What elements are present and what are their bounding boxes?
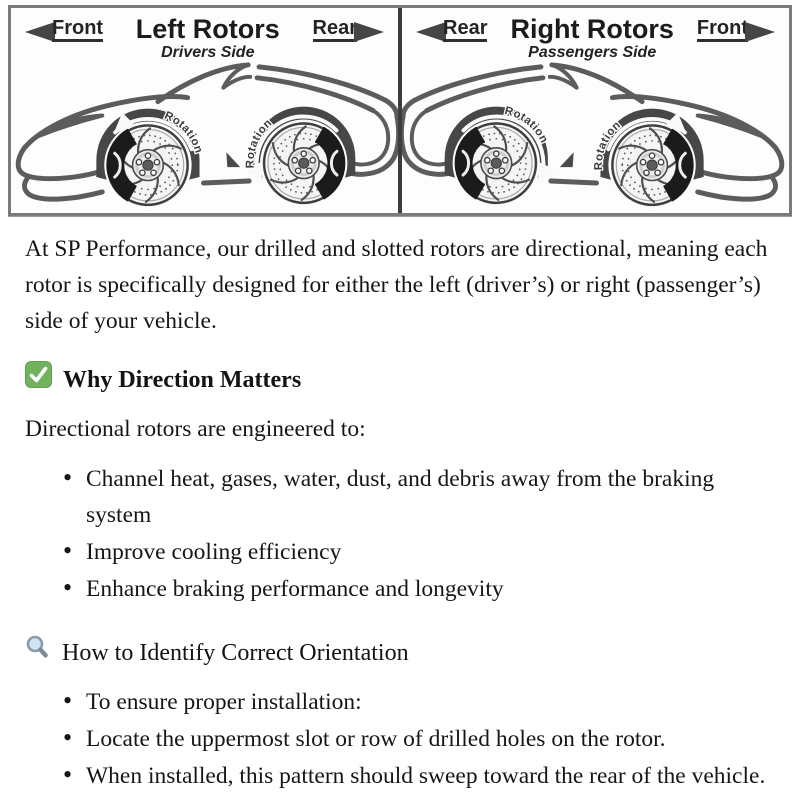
panel-titles <box>510 15 673 62</box>
panel-header-left <box>11 8 398 62</box>
benefits-list <box>25 461 780 607</box>
arrow-right-icon <box>354 22 384 42</box>
rotor-direction-diagram <box>8 5 792 216</box>
rear-direction-indicator <box>313 18 384 42</box>
panel-title: Left Rotors <box>135 14 280 44</box>
section-lead: Directional rotors are engineered to: <box>25 415 366 442</box>
check-icon <box>25 361 52 399</box>
panel-subtitle: Passengers Side <box>528 44 657 62</box>
list-item: • Improve cooling efficiency <box>63 534 780 570</box>
section-heading-why-direction-matters <box>25 361 780 399</box>
list-item: • Locate the uppermost slot or row of drilled holes on the rotor. <box>63 721 780 757</box>
section-heading-identify-orientation <box>25 635 780 672</box>
rear-direction-indicator <box>416 18 487 42</box>
orientation-steps-list <box>25 684 780 794</box>
magnifier-icon <box>25 635 51 672</box>
panel-header-right <box>402 8 789 62</box>
arrow-left-icon <box>25 22 55 42</box>
rotation-label: Rotation <box>162 109 205 155</box>
list-item: • When installed, this pattern should sweep toward the rear of the vehicle. <box>63 758 780 794</box>
direction-label: Rear <box>313 18 357 42</box>
panel-titles <box>136 15 280 62</box>
arrow-right-icon <box>745 22 775 42</box>
rotation-label: Rotation <box>244 116 275 169</box>
diagram-panel-left <box>11 8 398 213</box>
article-body <box>0 216 800 794</box>
car-illustration-right <box>402 54 789 213</box>
list-item: • To ensure proper installation: <box>63 684 780 720</box>
rotation-label: Rotation <box>592 119 624 171</box>
direction-label: Rear <box>443 18 487 42</box>
panel-title: Right Rotors <box>510 14 674 44</box>
panel-subtitle: Drivers Side <box>161 44 255 62</box>
arrow-left-icon <box>416 22 446 42</box>
front-direction-indicator <box>697 18 775 42</box>
front-direction-indicator <box>25 18 103 42</box>
direction-label: Front <box>697 18 748 42</box>
direction-label: Front <box>52 18 103 42</box>
list-item: • Enhance braking performance and longevity <box>63 571 780 607</box>
intro-paragraph: At SP Performance, our drilled and slotted rotors are directional, meaning each rotor is specifically designed for either the left (driver’s) or right (passenger’s) side of your vehicle. <box>25 235 768 334</box>
list-item: • Channel heat, gases, water, dust, and debris away from the braking system <box>63 461 780 533</box>
diagram-panel-right <box>398 8 789 213</box>
rotation-label: Rotation <box>503 104 550 146</box>
section-heading-text: Why Direction Matters <box>63 366 302 393</box>
car-illustration-left <box>11 54 398 213</box>
section-heading-text: How to Identify Correct Orientation <box>62 640 409 667</box>
